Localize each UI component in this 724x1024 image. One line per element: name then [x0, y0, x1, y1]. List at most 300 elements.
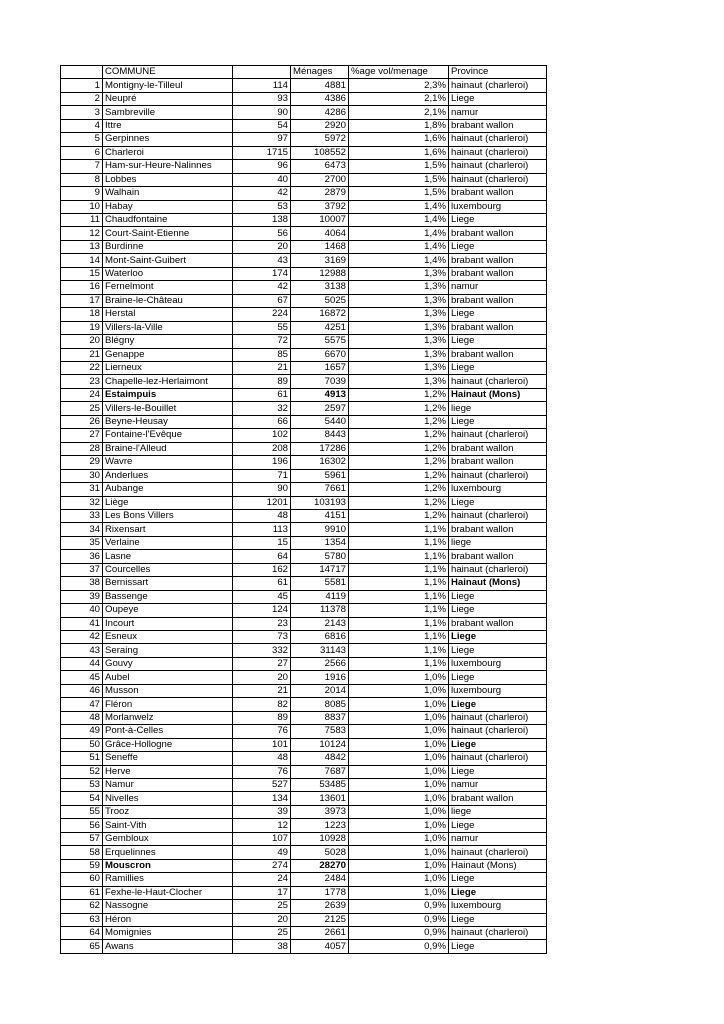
count-cell: 55 [233, 321, 291, 334]
table-row [61, 631, 547, 644]
commune-cell: Gouvy [103, 657, 233, 670]
table-row [61, 200, 547, 213]
pct-cell: 1,4% [349, 254, 449, 267]
count-cell: 527 [233, 779, 291, 792]
province-cell: Liege [449, 940, 547, 953]
province-cell: hainaut (charleroi) [449, 133, 547, 146]
menages-cell: 10007 [291, 213, 349, 226]
count-cell: 42 [233, 187, 291, 200]
row-num: 51 [61, 752, 103, 765]
header-menages: Ménages [291, 66, 349, 79]
row-num: 10 [61, 200, 103, 213]
province-cell: namur [449, 832, 547, 845]
province-cell: brabant wallon [449, 456, 547, 469]
commune-cell: Lobbes [103, 173, 233, 186]
menages-cell: 1778 [291, 886, 349, 899]
row-num: 46 [61, 684, 103, 697]
count-cell: 27 [233, 657, 291, 670]
table-row [61, 940, 547, 953]
count-cell: 196 [233, 456, 291, 469]
province-cell: hainaut (charleroi) [449, 469, 547, 482]
province-cell: hainaut (charleroi) [449, 146, 547, 159]
row-num: 34 [61, 523, 103, 536]
count-cell: 89 [233, 375, 291, 388]
table-row [61, 738, 547, 751]
pct-cell: 0,9% [349, 900, 449, 913]
commune-cell: Trooz [103, 805, 233, 818]
province-cell: brabant wallon [449, 119, 547, 132]
row-num: 37 [61, 563, 103, 576]
commune-cell: Bassenge [103, 590, 233, 603]
pct-cell: 1,2% [349, 388, 449, 401]
table-row [61, 577, 547, 590]
row-num: 38 [61, 577, 103, 590]
pct-cell: 1,0% [349, 738, 449, 751]
row-num: 45 [61, 671, 103, 684]
province-cell: Liege [449, 765, 547, 778]
menages-cell: 2597 [291, 402, 349, 415]
province-cell: hainaut (charleroi) [449, 79, 547, 92]
menages-cell: 6816 [291, 631, 349, 644]
count-cell: 61 [233, 577, 291, 590]
pct-cell: 1,1% [349, 577, 449, 590]
pct-cell: 1,0% [349, 725, 449, 738]
menages-cell: 5961 [291, 469, 349, 482]
count-cell: 73 [233, 631, 291, 644]
commune-cell: Genappe [103, 348, 233, 361]
row-num: 26 [61, 415, 103, 428]
province-cell: Liege [449, 873, 547, 886]
row-num: 32 [61, 496, 103, 509]
table-row [61, 240, 547, 253]
pct-cell: 1,0% [349, 765, 449, 778]
province-cell: Liege [449, 240, 547, 253]
count-cell: 61 [233, 388, 291, 401]
menages-cell: 4286 [291, 106, 349, 119]
header-pct: %age vol/menage [349, 66, 449, 79]
commune-cell: Erquelinnes [103, 846, 233, 859]
commune-cell: Nassogne [103, 900, 233, 913]
count-cell: 332 [233, 644, 291, 657]
pct-cell: 1,4% [349, 240, 449, 253]
row-num: 4 [61, 119, 103, 132]
row-num: 50 [61, 738, 103, 751]
commune-cell: Walhain [103, 187, 233, 200]
commune-cell: Nivelles [103, 792, 233, 805]
pct-cell: 1,1% [349, 563, 449, 576]
commune-cell: Courcelles [103, 563, 233, 576]
count-cell: 89 [233, 711, 291, 724]
pct-cell: 1,1% [349, 617, 449, 630]
province-cell: hainaut (charleroi) [449, 752, 547, 765]
menages-cell: 2014 [291, 684, 349, 697]
province-cell: brabant wallon [449, 348, 547, 361]
row-num: 18 [61, 308, 103, 321]
province-cell: brabant wallon [449, 550, 547, 563]
table-row [61, 590, 547, 603]
row-num: 42 [61, 631, 103, 644]
header-province: Province [449, 66, 547, 79]
pct-cell: 1,0% [349, 779, 449, 792]
menages-cell: 8443 [291, 429, 349, 442]
table-row [61, 873, 547, 886]
menages-cell: 16302 [291, 456, 349, 469]
province-cell: luxembourg [449, 200, 547, 213]
count-cell: 76 [233, 725, 291, 738]
menages-cell: 108552 [291, 146, 349, 159]
count-cell: 224 [233, 308, 291, 321]
table-row [61, 173, 547, 186]
pct-cell: 1,3% [349, 294, 449, 307]
commune-cell: Chaudfontaine [103, 213, 233, 226]
count-cell: 76 [233, 765, 291, 778]
commune-cell: Seraing [103, 644, 233, 657]
count-cell: 101 [233, 738, 291, 751]
table-row [61, 496, 547, 509]
pct-cell: 1,3% [349, 361, 449, 374]
row-num: 25 [61, 402, 103, 415]
menages-cell: 1223 [291, 819, 349, 832]
row-num: 15 [61, 267, 103, 280]
count-cell: 134 [233, 792, 291, 805]
count-cell: 96 [233, 160, 291, 173]
communes-table [60, 65, 547, 954]
commune-cell: Braine-le-Château [103, 294, 233, 307]
province-cell: namur [449, 779, 547, 792]
count-cell: 114 [233, 79, 291, 92]
commune-cell: Ramillies [103, 873, 233, 886]
commune-cell: Braine-l'Alleud [103, 442, 233, 455]
province-cell: Hainaut (Mons) [449, 859, 547, 872]
count-cell: 15 [233, 536, 291, 549]
menages-cell: 4057 [291, 940, 349, 953]
table-row [61, 779, 547, 792]
pct-cell: 1,0% [349, 832, 449, 845]
pct-cell: 1,0% [349, 819, 449, 832]
row-num: 33 [61, 509, 103, 522]
province-cell: Liege [449, 213, 547, 226]
pct-cell: 1,0% [349, 671, 449, 684]
menages-cell: 2125 [291, 913, 349, 926]
header-count [233, 66, 291, 79]
pct-cell: 1,1% [349, 523, 449, 536]
menages-cell: 4151 [291, 509, 349, 522]
menages-cell: 5972 [291, 133, 349, 146]
table-row [61, 671, 547, 684]
row-num: 65 [61, 940, 103, 953]
table-row [61, 187, 547, 200]
province-cell: luxembourg [449, 657, 547, 670]
count-cell: 23 [233, 617, 291, 630]
table-row [61, 281, 547, 294]
table-row [61, 913, 547, 926]
pct-cell: 2,1% [349, 106, 449, 119]
menages-cell: 10124 [291, 738, 349, 751]
menages-cell: 2661 [291, 927, 349, 940]
header-row [61, 66, 547, 79]
menages-cell: 8837 [291, 711, 349, 724]
table-row [61, 711, 547, 724]
commune-cell: Seneffe [103, 752, 233, 765]
table-row [61, 227, 547, 240]
row-num: 13 [61, 240, 103, 253]
commune-cell: Ittre [103, 119, 233, 132]
row-num: 24 [61, 388, 103, 401]
table-row [61, 92, 547, 105]
menages-cell: 4842 [291, 752, 349, 765]
menages-cell: 5025 [291, 294, 349, 307]
province-cell: hainaut (charleroi) [449, 160, 547, 173]
table-row [61, 725, 547, 738]
pct-cell: 1,2% [349, 456, 449, 469]
pct-cell: 1,0% [349, 859, 449, 872]
commune-cell: Esneux [103, 631, 233, 644]
pct-cell: 1,2% [349, 415, 449, 428]
table-row [61, 294, 547, 307]
count-cell: 1201 [233, 496, 291, 509]
commune-cell: Bernissart [103, 577, 233, 590]
header-num [61, 66, 103, 79]
commune-cell: Gembloux [103, 832, 233, 845]
row-num: 57 [61, 832, 103, 845]
count-cell: 67 [233, 294, 291, 307]
row-num: 6 [61, 146, 103, 159]
table-row [61, 402, 547, 415]
row-num: 40 [61, 604, 103, 617]
province-cell: Liege [449, 361, 547, 374]
pct-cell: 1,8% [349, 119, 449, 132]
menages-cell: 10928 [291, 832, 349, 845]
count-cell: 66 [233, 415, 291, 428]
menages-cell: 2920 [291, 119, 349, 132]
pct-cell: 1,3% [349, 335, 449, 348]
count-cell: 97 [233, 133, 291, 146]
province-cell: Liege [449, 631, 547, 644]
commune-cell: Neupré [103, 92, 233, 105]
pct-cell: 1,5% [349, 173, 449, 186]
pct-cell: 1,4% [349, 200, 449, 213]
pct-cell: 1,5% [349, 160, 449, 173]
province-cell: luxembourg [449, 900, 547, 913]
row-num: 61 [61, 886, 103, 899]
pct-cell: 1,0% [349, 711, 449, 724]
province-cell: liege [449, 536, 547, 549]
row-num: 52 [61, 765, 103, 778]
pct-cell: 1,1% [349, 657, 449, 670]
row-num: 16 [61, 281, 103, 294]
pct-cell: 1,0% [349, 792, 449, 805]
menages-cell: 17286 [291, 442, 349, 455]
table-row [61, 469, 547, 482]
count-cell: 48 [233, 752, 291, 765]
count-cell: 56 [233, 227, 291, 240]
row-num: 54 [61, 792, 103, 805]
commune-cell: Aubel [103, 671, 233, 684]
menages-cell: 28270 [291, 859, 349, 872]
pct-cell: 1,1% [349, 550, 449, 563]
table-row [61, 644, 547, 657]
commune-cell: Anderlues [103, 469, 233, 482]
table-row [61, 765, 547, 778]
row-num: 11 [61, 213, 103, 226]
row-num: 48 [61, 711, 103, 724]
row-num: 31 [61, 483, 103, 496]
pct-cell: 0,9% [349, 927, 449, 940]
commune-cell: Montigny-le-Tilleul [103, 79, 233, 92]
commune-cell: Gerpinnes [103, 133, 233, 146]
menages-cell: 8085 [291, 698, 349, 711]
province-cell: hainaut (charleroi) [449, 375, 547, 388]
menages-cell: 2484 [291, 873, 349, 886]
count-cell: 25 [233, 927, 291, 940]
table-row [61, 819, 547, 832]
menages-cell: 2566 [291, 657, 349, 670]
table-row [61, 509, 547, 522]
table-row [61, 146, 547, 159]
count-cell: 85 [233, 348, 291, 361]
count-cell: 43 [233, 254, 291, 267]
pct-cell: 1,4% [349, 213, 449, 226]
row-num: 22 [61, 361, 103, 374]
row-num: 19 [61, 321, 103, 334]
menages-cell: 4119 [291, 590, 349, 603]
table-row [61, 267, 547, 280]
menages-cell: 31143 [291, 644, 349, 657]
count-cell: 25 [233, 900, 291, 913]
pct-cell: 1,3% [349, 308, 449, 321]
commune-cell: Chapelle-lez-Herlaimont [103, 375, 233, 388]
pct-cell: 1,0% [349, 886, 449, 899]
menages-cell: 5581 [291, 577, 349, 590]
province-cell: hainaut (charleroi) [449, 846, 547, 859]
row-num: 49 [61, 725, 103, 738]
province-cell: brabant wallon [449, 254, 547, 267]
pct-cell: 1,3% [349, 281, 449, 294]
commune-cell: Saint-Vith [103, 819, 233, 832]
row-num: 36 [61, 550, 103, 563]
pct-cell: 1,3% [349, 348, 449, 361]
table-row [61, 698, 547, 711]
menages-cell: 4386 [291, 92, 349, 105]
row-num: 12 [61, 227, 103, 240]
table-row [61, 375, 547, 388]
count-cell: 53 [233, 200, 291, 213]
menages-cell: 4064 [291, 227, 349, 240]
province-cell: brabant wallon [449, 617, 547, 630]
table-row [61, 388, 547, 401]
commune-cell: Oupeye [103, 604, 233, 617]
commune-cell: Awans [103, 940, 233, 953]
province-cell: brabant wallon [449, 227, 547, 240]
count-cell: 274 [233, 859, 291, 872]
row-num: 47 [61, 698, 103, 711]
menages-cell: 7583 [291, 725, 349, 738]
menages-cell: 6670 [291, 348, 349, 361]
table-row [61, 160, 547, 173]
province-cell: Liege [449, 644, 547, 657]
row-num: 5 [61, 133, 103, 146]
commune-cell: Charleroi [103, 146, 233, 159]
table-row [61, 254, 547, 267]
province-cell: brabant wallon [449, 294, 547, 307]
commune-cell: Fontaine-l'Evêque [103, 429, 233, 442]
row-num: 56 [61, 819, 103, 832]
row-num: 64 [61, 927, 103, 940]
count-cell: 49 [233, 846, 291, 859]
header-commune: COMMUNE [103, 66, 233, 79]
table-row [61, 886, 547, 899]
table-row [61, 832, 547, 845]
pct-cell: 1,0% [349, 684, 449, 697]
menages-cell: 7039 [291, 375, 349, 388]
count-cell: 102 [233, 429, 291, 442]
count-cell: 48 [233, 509, 291, 522]
count-cell: 24 [233, 873, 291, 886]
menages-cell: 103193 [291, 496, 349, 509]
province-cell: Liege [449, 604, 547, 617]
province-cell: hainaut (charleroi) [449, 725, 547, 738]
commune-cell: Incourt [103, 617, 233, 630]
commune-cell: Fexhe-le-Haut-Clocher [103, 886, 233, 899]
province-cell: brabant wallon [449, 523, 547, 536]
pct-cell: 1,0% [349, 805, 449, 818]
pct-cell: 1,2% [349, 509, 449, 522]
table-row [61, 133, 547, 146]
menages-cell: 3138 [291, 281, 349, 294]
count-cell: 174 [233, 267, 291, 280]
pct-cell: 1,2% [349, 442, 449, 455]
table-row [61, 361, 547, 374]
menages-cell: 2143 [291, 617, 349, 630]
table-row [61, 523, 547, 536]
table-row [61, 617, 547, 630]
province-cell: Hainaut (Mons) [449, 577, 547, 590]
province-cell: namur [449, 281, 547, 294]
pct-cell: 1,1% [349, 604, 449, 617]
row-num: 44 [61, 657, 103, 670]
row-num: 53 [61, 779, 103, 792]
province-cell: namur [449, 106, 547, 119]
count-cell: 138 [233, 213, 291, 226]
menages-cell: 1354 [291, 536, 349, 549]
count-cell: 90 [233, 106, 291, 119]
row-num: 9 [61, 187, 103, 200]
count-cell: 42 [233, 281, 291, 294]
commune-cell: Blégny [103, 335, 233, 348]
menages-cell: 6473 [291, 160, 349, 173]
pct-cell: 1,0% [349, 846, 449, 859]
row-num: 23 [61, 375, 103, 388]
province-cell: hainaut (charleroi) [449, 509, 547, 522]
row-num: 43 [61, 644, 103, 657]
count-cell: 40 [233, 173, 291, 186]
menages-cell: 1468 [291, 240, 349, 253]
row-num: 60 [61, 873, 103, 886]
commune-cell: Waterloo [103, 267, 233, 280]
pct-cell: 1,4% [349, 227, 449, 240]
table-row [61, 805, 547, 818]
province-cell: luxembourg [449, 684, 547, 697]
table-row [61, 429, 547, 442]
menages-cell: 2879 [291, 187, 349, 200]
table-row [61, 119, 547, 132]
province-cell: brabant wallon [449, 321, 547, 334]
commune-cell: Fléron [103, 698, 233, 711]
count-cell: 45 [233, 590, 291, 603]
table-row [61, 213, 547, 226]
commune-cell: Lierneux [103, 361, 233, 374]
row-num: 17 [61, 294, 103, 307]
